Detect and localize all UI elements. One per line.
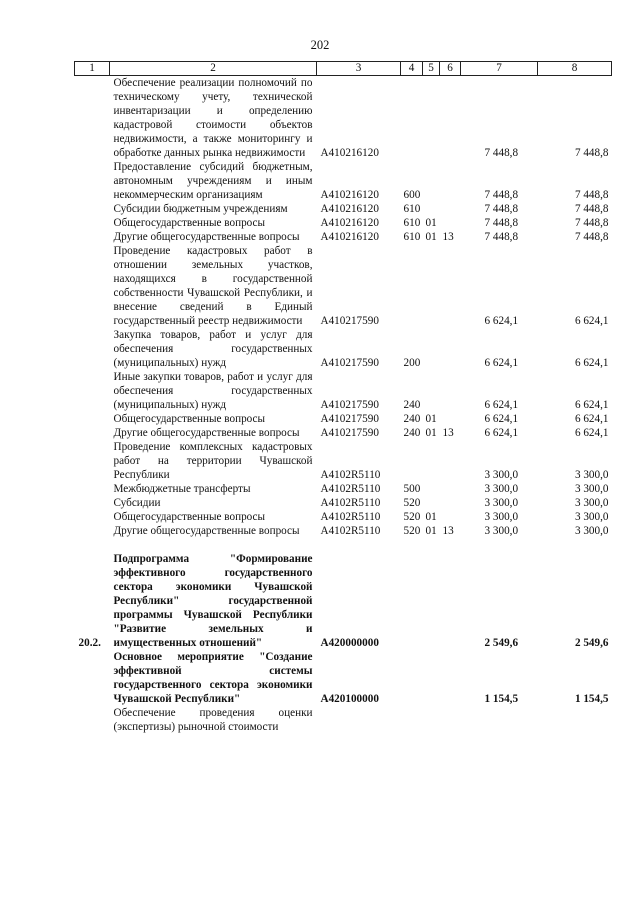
expense-type-code: 600: [403, 189, 421, 201]
expense-type-code: [401, 650, 423, 706]
column-header: 1: [75, 62, 110, 76]
expense-type-code: 520: [403, 525, 421, 537]
row-number: [75, 328, 110, 370]
row-number: [75, 524, 110, 538]
amount-year-1: 1 154,5: [484, 693, 519, 705]
row-number: [75, 370, 110, 412]
expense-type-code: 610: [403, 217, 421, 229]
table-row: [75, 76, 612, 161]
amount-year-2: 7 448,8: [574, 147, 609, 159]
subsection-code: [440, 440, 461, 482]
column-header: 5: [423, 62, 440, 76]
target-article-code: А410217590: [320, 413, 379, 425]
table-row: [75, 244, 612, 328]
row-name: Другие общегосударственные вопросы: [113, 525, 300, 537]
subsection-code: 13: [442, 427, 454, 439]
row-name: Другие общегосударственные вопросы: [113, 427, 300, 439]
subsection-code: [440, 706, 461, 734]
amount-year-1: 6 624,1: [484, 427, 519, 439]
spacer-cell: [75, 538, 612, 552]
expense-type-code: 610: [403, 231, 421, 243]
table-row: [75, 524, 612, 538]
table-row: [75, 328, 612, 370]
column-header: 3: [317, 62, 401, 76]
row-name: Предоставление субсидий бюджетным, автономным учреждениям и иным некоммерческим организациям: [113, 161, 313, 201]
amount-year-2: [538, 706, 612, 734]
amount-year-2: 6 624,1: [574, 315, 609, 327]
amount-year-2: 7 448,8: [574, 189, 609, 201]
subsection-code: [440, 650, 461, 706]
expense-type-code: 500: [403, 483, 421, 495]
column-header: 7: [461, 62, 538, 76]
amount-year-1: 3 300,0: [484, 525, 519, 537]
amount-year-1: 3 300,0: [484, 497, 519, 509]
target-article-code: А410217590: [320, 399, 379, 411]
target-article-code: А420100000: [320, 693, 379, 705]
table-header: [75, 62, 612, 76]
target-article-code: А4102R5110: [320, 483, 381, 495]
row-number: [75, 426, 110, 440]
section-code: [423, 552, 440, 650]
row-number: [75, 160, 110, 202]
section-code: [423, 76, 440, 161]
target-article-code: А4102R5110: [320, 469, 381, 481]
target-article-code: А410217590: [320, 357, 379, 369]
row-name: Иные закупки товаров, работ и услуг для обеспечения государственных (муниципальных) нужд: [113, 371, 313, 411]
section-code: 01: [425, 525, 437, 537]
amount-year-2: 3 300,0: [574, 497, 609, 509]
table-row: [75, 440, 612, 482]
row-name: Субсидии: [113, 497, 161, 509]
row-name: [110, 706, 317, 734]
amount-year-1: 2 549,6: [484, 637, 519, 649]
amount-year-2: 3 300,0: [574, 525, 609, 537]
target-article-code: А410217590: [320, 315, 379, 327]
amount-year-1: 7 448,8: [484, 217, 519, 229]
amount-year-2: 2 549,6: [574, 637, 609, 649]
section-code: [423, 244, 440, 328]
subsection-code: [440, 328, 461, 370]
section-code: [423, 160, 440, 202]
section-code: [423, 496, 440, 510]
subsection-code: [440, 552, 461, 650]
row-number: [75, 496, 110, 510]
budget-table: [74, 61, 612, 734]
subsection-code: [440, 412, 461, 426]
amount-year-2: 3 300,0: [574, 469, 609, 481]
target-article-code: А410216120: [320, 147, 379, 159]
expense-type-code: [401, 76, 423, 161]
section-code: 01: [425, 511, 437, 523]
expense-type-code: 240: [403, 427, 421, 439]
amount-year-1: 7 448,8: [484, 189, 519, 201]
row-name: Общегосударственные вопросы: [113, 511, 266, 523]
subsection-code: [440, 510, 461, 524]
expense-type-code: [401, 244, 423, 328]
table-row: [75, 160, 612, 202]
amount-year-2: 3 300,0: [574, 483, 609, 495]
amount-year-1: [461, 706, 538, 734]
amount-year-1: 6 624,1: [484, 399, 519, 411]
amount-year-1: 3 300,0: [484, 469, 519, 481]
target-article-code: А410216120: [320, 203, 379, 215]
amount-year-2: 3 300,0: [574, 511, 609, 523]
expense-type-code: [401, 552, 423, 650]
target-article-code: А410216120: [320, 231, 379, 243]
row-number: 20.2.: [78, 637, 101, 649]
row-number: [75, 440, 110, 482]
row-number: [75, 230, 110, 244]
row-name: Другие общегосударственные вопросы: [113, 231, 300, 243]
table-row: [75, 230, 612, 244]
section-code: [423, 440, 440, 482]
target-article-code: [317, 706, 401, 734]
subsection-code: [440, 216, 461, 230]
table-row: [75, 216, 612, 230]
column-header: 4: [401, 62, 423, 76]
amount-year-2: 7 448,8: [574, 231, 609, 243]
amount-year-2: 6 624,1: [574, 413, 609, 425]
row-name: Основное мероприятие "Создание эффективной системы государственного сектора экономики Чувашской Республики": [113, 651, 313, 705]
amount-year-2: 6 624,1: [574, 399, 609, 411]
amount-year-1: 6 624,1: [484, 315, 519, 327]
target-article-code: А4102R5110: [320, 511, 381, 523]
table-row: [75, 650, 612, 706]
row-name: Обеспечение реализации полномочий по техническому учету, технической инвентаризации и определению кадастровой стоимости объектов недвижимости, а также мониторингу и обработке данных рынка недвижимости: [113, 77, 313, 159]
row-name: Общегосударственные вопросы: [113, 413, 266, 425]
table-row: [75, 496, 612, 510]
expense-type-code: [401, 440, 423, 482]
page-number: 202: [310, 38, 330, 52]
subsection-code: [440, 482, 461, 496]
amount-year-1: 7 448,8: [484, 231, 519, 243]
section-code: 01: [425, 427, 437, 439]
expense-type-code: 520: [403, 497, 421, 509]
section-code: [423, 650, 440, 706]
amount-year-2: 6 624,1: [574, 357, 609, 369]
row-name: Субсидии бюджетным учреждениям: [113, 203, 288, 215]
row-number: [75, 412, 110, 426]
row-name: Подпрограмма "Формирование эффективного государственного сектора экономики Чувашской Республики" государственной программы Чувашской Республики "Развитие земельных и имущественных отношений": [113, 553, 313, 649]
amount-year-1: 6 624,1: [484, 357, 519, 369]
subsection-code: 13: [442, 525, 454, 537]
subsection-code: [440, 76, 461, 161]
section-code: [423, 202, 440, 216]
target-article-code: А4102R5110: [320, 497, 381, 509]
table-row: [75, 202, 612, 216]
target-article-code: А420000000: [320, 637, 379, 649]
row-number: [75, 482, 110, 496]
row-number: [75, 510, 110, 524]
column-header: 8: [538, 62, 612, 76]
expense-type-code: 200: [403, 357, 421, 369]
target-article-code: А410216120: [320, 189, 379, 201]
subsection-code: [440, 496, 461, 510]
row-number: [75, 76, 110, 161]
column-header: 2: [110, 62, 317, 76]
row-number: [75, 216, 110, 230]
amount-year-2: 1 154,5: [574, 693, 609, 705]
table-row: [75, 482, 612, 496]
table-row: [75, 706, 612, 734]
amount-year-2: 7 448,8: [574, 203, 609, 215]
subsection-code: [440, 370, 461, 412]
section-code: 01: [425, 413, 437, 425]
row-name: Проведение кадастровых работ в отношении земельных участков, находящихся в государственной собственности Чувашской Республики, и внесение сведений в Единый государственный реестр недвижимости: [113, 245, 313, 327]
row-name: Межбюджетные трансферты: [113, 483, 251, 495]
table-body: [75, 76, 612, 735]
table-row: [75, 370, 612, 412]
expense-type-code: 240: [403, 399, 421, 411]
target-article-code: А4102R5110: [320, 525, 381, 537]
row-number: [75, 706, 110, 734]
row-number: [75, 202, 110, 216]
table-row: [75, 426, 612, 440]
amount-year-1: 7 448,8: [484, 147, 519, 159]
table-row: [75, 510, 612, 524]
row-number: [75, 650, 110, 706]
section-code: [423, 706, 440, 734]
expense-type-code: 240: [403, 413, 421, 425]
amount-year-2: 6 624,1: [574, 427, 609, 439]
row-number: [75, 244, 110, 328]
row-name-text: Обеспечение проведения оценки (экспертизы) рыночной стоимости: [113, 707, 313, 733]
row-name: Закупка товаров, работ и услуг для обеспечения государственных (муниципальных) нужд: [113, 329, 313, 369]
expense-type-code: 520: [403, 511, 421, 523]
column-header: 6: [440, 62, 461, 76]
subsection-code: [440, 244, 461, 328]
section-code: [423, 328, 440, 370]
target-article-code: А410216120: [320, 217, 379, 229]
row-name: Общегосударственные вопросы: [113, 217, 266, 229]
amount-year-1: 6 624,1: [484, 413, 519, 425]
amount-year-1: 3 300,0: [484, 483, 519, 495]
subsection-code: [440, 202, 461, 216]
section-code: 01: [425, 217, 437, 229]
section-code: [423, 482, 440, 496]
expense-type-code: [401, 706, 423, 734]
section-code: 01: [425, 231, 437, 243]
target-article-code: А410217590: [320, 427, 379, 439]
amount-year-2: 7 448,8: [574, 217, 609, 229]
amount-year-1: 3 300,0: [484, 511, 519, 523]
row-name: Проведение комплексных кадастровых работ на территории Чувашской Республики: [113, 441, 313, 481]
subsection-code: 13: [442, 231, 454, 243]
table-row: [75, 412, 612, 426]
amount-year-1: 7 448,8: [484, 203, 519, 215]
section-code: [423, 370, 440, 412]
spacer-row: [75, 538, 612, 552]
table-row: [75, 552, 612, 650]
expense-type-code: 610: [403, 203, 421, 215]
subsection-code: [440, 160, 461, 202]
